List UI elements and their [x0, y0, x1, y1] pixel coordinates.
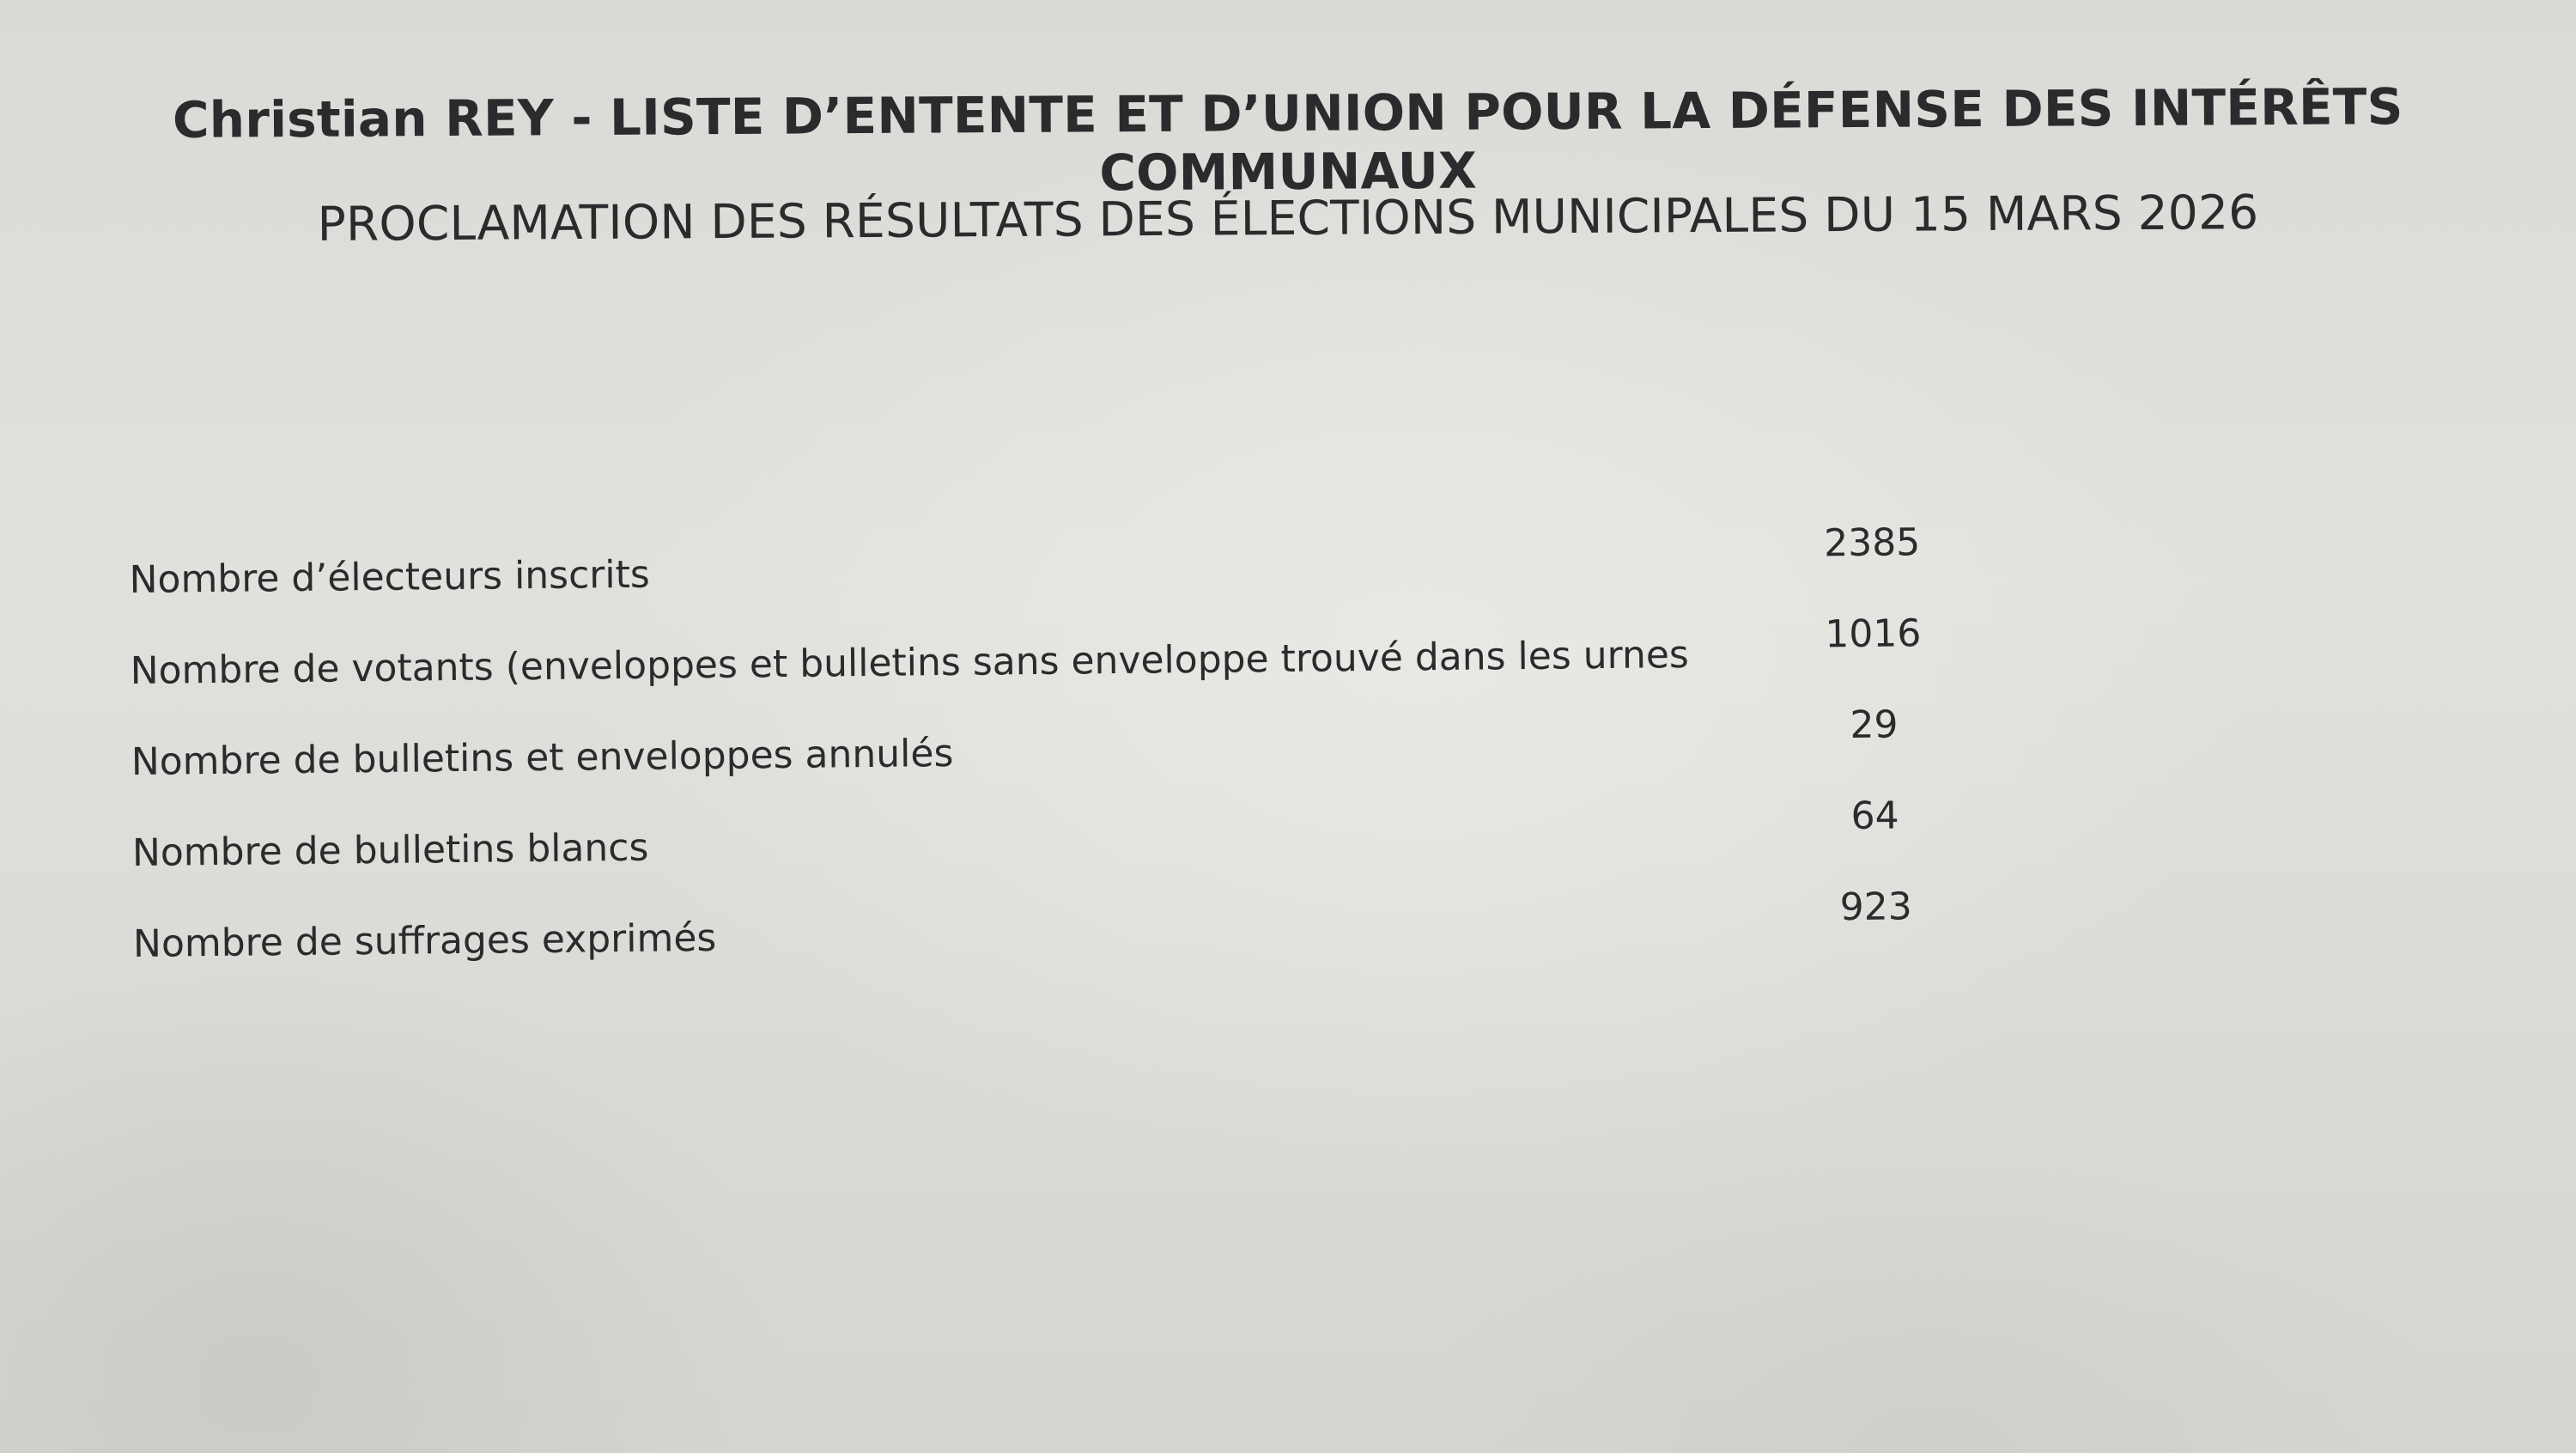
result-value: 1016: [1825, 611, 1922, 657]
result-label: Nombre d’électeurs inscrits: [129, 552, 651, 602]
document-subtitle: PROCLAMATION DES RÉSULTATS DES ÉLECTIONS MUNICIPALES DU 15 MARS 2026: [317, 185, 2259, 252]
result-label: Nombre de bulletins blancs: [131, 825, 649, 875]
result-value: 2385: [1823, 520, 1921, 566]
result-label: Nombre de suffrages exprimés: [132, 915, 717, 966]
result-label: Nombre de votants (enveloppes et bulletins sans enveloppe trouvé dans les urnes: [130, 632, 1690, 693]
result-value: 64: [1850, 793, 1899, 839]
results-table: [129, 514, 1936, 988]
result-value: 29: [1850, 702, 1899, 748]
document-title: Christian REY - LISTE D’ENTENTE ET D’UNION POUR LA DÉFENSE DES INTÉRÊTS COMMUNAUX: [172, 77, 2403, 203]
result-value: 923: [1839, 885, 1912, 930]
result-row-expressed: [132, 878, 1936, 988]
result-label: Nombre de bulletins et enveloppes annulés: [131, 731, 954, 784]
